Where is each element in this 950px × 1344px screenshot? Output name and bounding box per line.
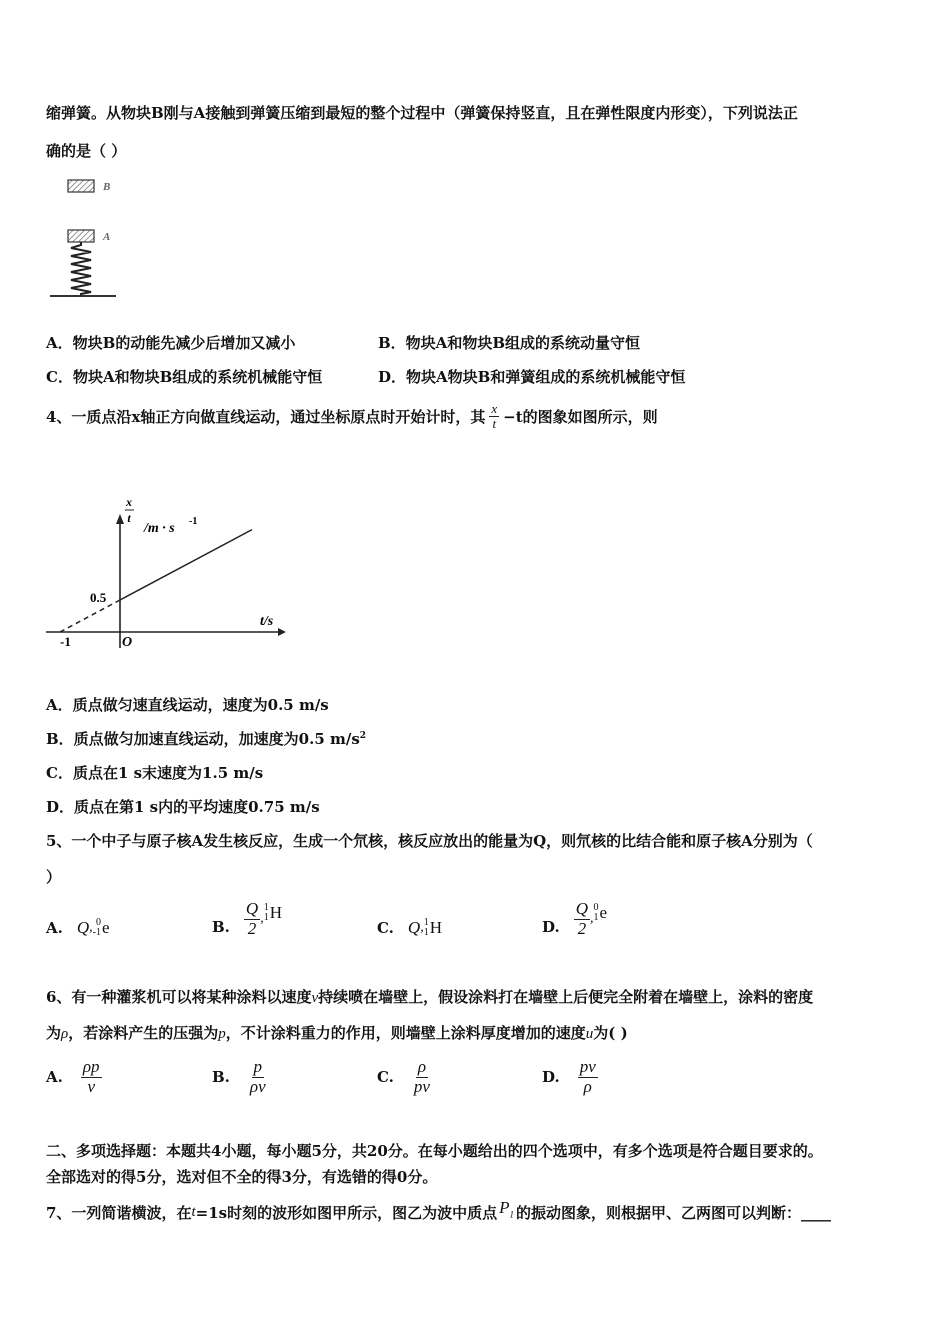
q6-option-b[interactable]: B. $\frac{p}{\rho v}$ <box>212 1057 266 1096</box>
q4-stem <box>46 402 658 432</box>
q7-stem: 7、一列简谐横波，在 t =1s时刻的波形如图甲所示，图乙为波中质点 $P_1$ 的振动图象，则根据甲、乙两图可以判断：____ <box>46 1198 831 1223</box>
block-a <box>68 230 94 242</box>
q4-option-c[interactable]: C．质点在1 s末速度为1.5 m/s <box>46 764 264 782</box>
q3-stem-line1: 缩弹簧。从物块B刚与A接触到弹簧压缩到最短的整个过程中（弹簧保持竖直，且在弹性限度内形变），下列说法正 <box>46 104 798 122</box>
q6-stem-line2: 为ρ，若涂料产生的压强为p，不计涂料重力的作用，则墙壁上涂料厚度增加的速度u为( ) <box>46 1024 628 1042</box>
q4-graph <box>40 488 290 658</box>
y-tick-label: 0.5 <box>90 590 107 605</box>
x-label: t/s <box>260 614 274 629</box>
q6-option-c[interactable]: C. $\frac{\rho}{pv}$ <box>377 1057 430 1096</box>
q3-option-d[interactable]: D．物块A物块B和弹簧组成的系统机械能守恒 <box>378 368 686 386</box>
q4-stem-pre: 4、一质点沿x轴正方向做直线运动，通过坐标原点时开始计时，其 <box>46 408 486 427</box>
y-unit-exp: -1 <box>189 516 198 527</box>
q5-option-d[interactable]: D. $\frac{Q}{2}$ , 0 1 e <box>542 899 608 938</box>
p1-symbol: $P_1$ <box>499 1198 514 1220</box>
y-unit: /m · s <box>144 521 175 536</box>
block-b-label: B <box>103 181 111 193</box>
q5-option-a[interactable]: A. Q , 0 -1 e <box>46 917 110 938</box>
q6-option-d[interactable]: D. $\frac{pv}{\rho}$ <box>542 1057 596 1096</box>
y-axis-arrow <box>116 514 124 524</box>
y-label-num: x <box>126 495 132 509</box>
q3-option-c[interactable]: C．物块A和物块B组成的系统机械能守恒 <box>46 368 323 386</box>
q3-spring-figure <box>46 172 136 302</box>
x-axis-arrow <box>278 628 286 636</box>
q6-stem-line1: 6、有一种灌浆机可以将某种涂料以速度v持续喷在墙壁上，假设涂料打在墙壁上后便完全附着在墙壁上，涂料的密度 <box>46 988 814 1006</box>
q4-option-a[interactable]: A．质点做匀速直线运动，速度为0.5 m/s <box>46 696 329 714</box>
q5-option-c[interactable]: C. Q , 1 1 H <box>377 917 442 938</box>
origin-label: O <box>122 635 133 650</box>
q3-option-a[interactable]: A．物块B的动能先减少后增加又减小 <box>46 334 296 352</box>
q6-option-a[interactable]: A. $\frac{\rho p}{v}$ <box>46 1057 100 1096</box>
q4-option-b[interactable]: B．质点做匀加速直线运动，加速度为0.5 $m/s^2$ <box>46 730 367 748</box>
x-tick-label: -1 <box>60 634 71 649</box>
q4-stem-fraction: $\frac{x}{t}$ <box>491 401 498 432</box>
spring <box>71 242 91 296</box>
q4-stem-post: −t的图象如图所示，则 <box>503 408 658 427</box>
block-a-label: A <box>103 231 111 243</box>
q5-option-b[interactable]: B. $\frac{Q}{2}$ , 1 1 H <box>212 899 282 938</box>
section2-heading-line1: 二、多项选择题：本题共4小题，每小题5分，共20分。在每小题给出的四个选项中，有多个选项是符合题目要求的。 <box>46 1142 823 1160</box>
q4-option-d[interactable]: D．质点在第1 s内的平均速度0.75 m/s <box>46 798 320 816</box>
q3-option-b[interactable]: B．物块A和物块B组成的系统动量守恒 <box>378 334 640 352</box>
section2-heading-line2: 全部选对的得5分，选对但不全的得3分，有选错的得0分。 <box>46 1168 438 1186</box>
block-b <box>68 180 94 192</box>
q5-stem-line1: 5、一个中子与原子核A发生核反应，生成一个氘核，核反应放出的能量为Q，则氘核的比结合能和原子核A分别为（ <box>46 832 813 850</box>
q3-stem-line2: 确的是（ ） <box>46 142 127 160</box>
y-label-den: t <box>127 511 131 525</box>
series-solid-line <box>120 530 252 600</box>
q5-stem-line2: ） <box>46 868 62 886</box>
